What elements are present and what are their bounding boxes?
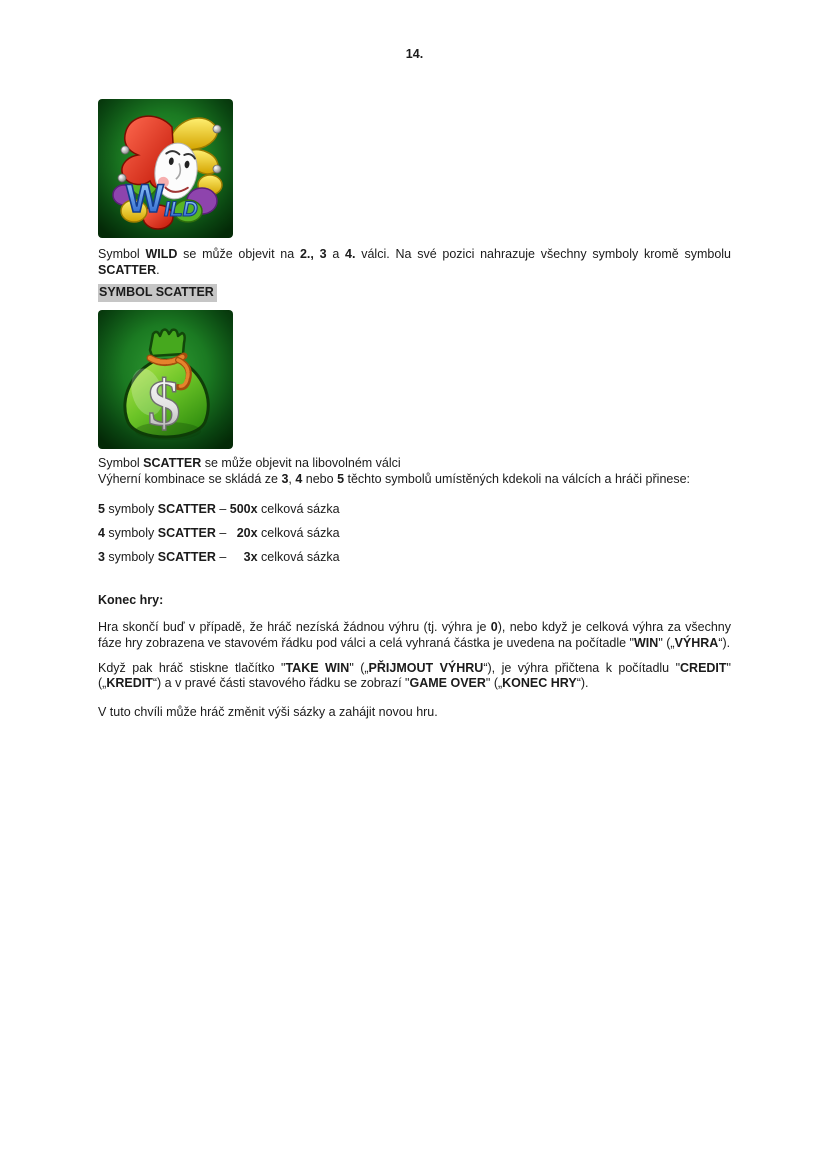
page-content [98, 0, 731, 721]
wild-description-paragraph: Symbol WILD se může objevit na 2., 3 a 4. válci. Na své pozici nahrazuje všechny symboly kromě symbolu SCATTER. [98, 246, 731, 277]
scatter-payout-5: 5 symboly SCATTER – 500x celková sázka [98, 501, 340, 516]
scatter-description-paragraph: Symbol SCATTER se může objevit na libovolném válci Výherní kombinace se skládá ze 3, 4 nebo 5 těchto symbolů umístěných kdekoli na válcích a hráči přinese: [98, 456, 691, 486]
jester-wild-icon [98, 99, 233, 238]
page-number: 14. [405, 47, 424, 61]
end-game-paragraph-1: Hra skončí buď v případě, že hráč nezíská žádnou výhru (tj. výhra je 0), nebo když je celková výhra za všechny fáze hry zobrazena ve stavovém řádku pod válci a celá vyhraná částka je uvedena na počítadle "WIN" („VÝHRA“). [98, 619, 731, 650]
scatter-section-heading: SYMBOL SCATTER [98, 284, 217, 302]
wild-letter-w: W [126, 176, 164, 221]
wild-symbol-image [98, 99, 233, 238]
end-game-paragraph-2: Když pak hráč stiskne tlačítko "TAKE WIN" („PŘIJMOUT VÝHRU“), je výhra přičtena k počítadlu "CREDIT" („KREDIT“) a v pravé části stavového řádku se zobrazí "GAME OVER" („KONEC HRY“). [98, 660, 731, 691]
scatter-heading-wrap [98, 284, 731, 302]
dollar-sign: $ [147, 367, 181, 441]
scatter-symbol-image [98, 310, 233, 449]
scatter-payout-3: 3 symboly SCATTER – 3x celková sázka [98, 550, 340, 565]
scatter-payout-4: 4 symboly SCATTER – 20x celková sázka [98, 526, 340, 541]
money-bag-icon [98, 310, 233, 449]
end-game-heading: Konec hry: [98, 593, 164, 608]
wild-letters-ild: ILD [164, 197, 198, 221]
end-game-paragraph-3: V tuto chvíli může hráč změnit výši sázky a zahájit novou hru. [98, 705, 438, 720]
